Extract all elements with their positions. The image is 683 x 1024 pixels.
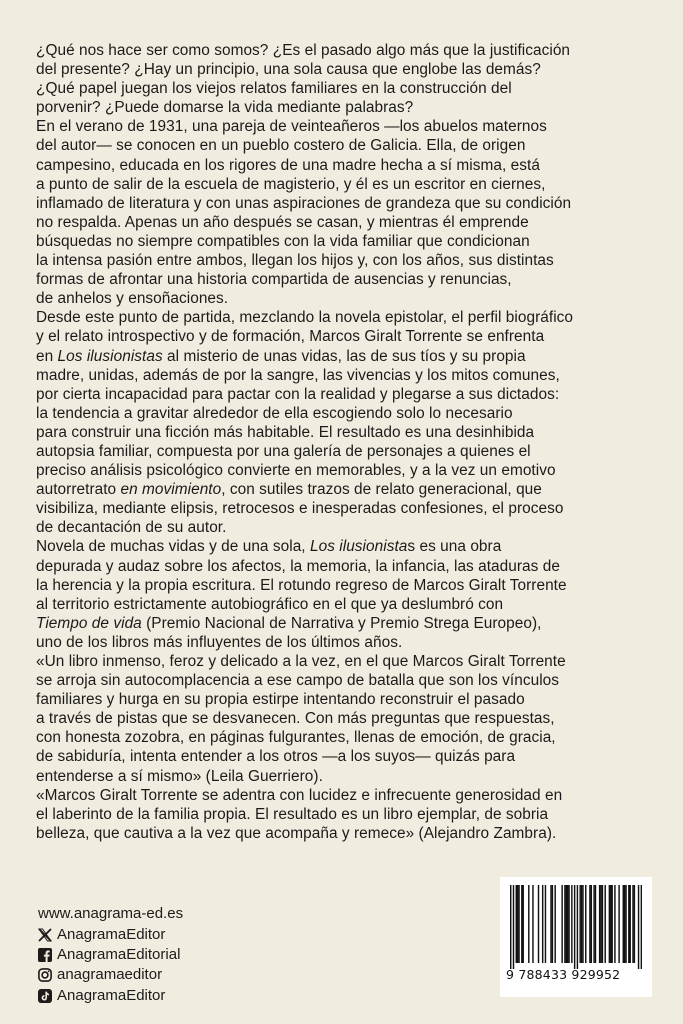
- blurb-line: [36, 614, 658, 633]
- blurb-line: [36, 251, 658, 270]
- text-run: y el relato introspectivo y de formación, Marcos Giralt Torrente se enfrenta: [36, 328, 545, 346]
- x-row[interactable]: [38, 924, 183, 944]
- barcode-bar: [585, 885, 586, 963]
- text-run: de sabiduría, intenta entender a los otros —a los suyos— quizás para: [36, 748, 516, 766]
- barcode-bar: [516, 885, 517, 963]
- text-run: a través de pistas que se desvanecen. Con más preguntas que respuestas,: [36, 710, 555, 728]
- blurb-line: [36, 499, 658, 518]
- barcode-bar: [632, 885, 633, 963]
- text-run: formas de afrontar una historia compartida de ausencias y renuncias,: [36, 271, 512, 289]
- blurb-line: [36, 213, 658, 232]
- blurb-line: [36, 289, 658, 308]
- text-run: preciso análisis psicológico convierte en memorables, y a la vez un emotivo: [36, 462, 556, 480]
- italic-title: Los ilusionistas: [57, 347, 163, 365]
- blurb-line: [36, 537, 658, 556]
- barcode-bar: [528, 885, 529, 963]
- text-run: de decantación de su autor.: [36, 519, 227, 537]
- blurb-line: [36, 576, 658, 595]
- website-row[interactable]: [38, 904, 183, 924]
- blurb-line: [36, 824, 658, 843]
- blurb-line: [36, 327, 658, 346]
- blurb-line: [36, 175, 658, 194]
- instagram-icon: [38, 968, 52, 982]
- tiktok-icon: [38, 989, 52, 1003]
- text-run: del presente? ¿Hay un principio, una sola causa que englobe las demás?: [36, 61, 541, 79]
- text-run: En el verano de 1931, una pareja de veinteañeros —los abuelos maternos: [36, 118, 547, 136]
- italic-title: Tiempo de vida: [36, 614, 142, 632]
- text-run: a punto de salir de la escuela de magisterio, y él es un escritor en ciernes,: [36, 175, 546, 193]
- barcode-bar: [566, 885, 567, 963]
- text-run: visibiliza, mediante elipsis, retrocesos e inesperadas confesiones, el proceso: [36, 500, 564, 518]
- barcode-bar: [532, 885, 533, 963]
- text-run: s es una obra: [407, 538, 502, 556]
- blurb-line: [36, 79, 658, 98]
- barcode-bar: [550, 885, 551, 963]
- text-run: la tendencia a gravitar alrededor de ella escogiendo solo lo necesario: [36, 404, 513, 422]
- barcode-bar: [518, 885, 519, 963]
- blurb-line: [36, 633, 658, 652]
- blurb-line: [36, 98, 658, 117]
- text-run: la intensa pasión entre ambos, llegan los hijos y, con los años, sus distintas: [36, 252, 554, 270]
- blurb-line: [36, 117, 658, 136]
- tiktok-handle[interactable]: AnagramaEditor: [57, 986, 166, 1004]
- text-run: campesino, educada en los rigores de una madre hecha a sí misma, está: [36, 156, 540, 174]
- text-run: belleza, que cautiva a la vez que acompaña y remece» (Alejandro Zambra).: [36, 824, 557, 842]
- x-icon: [38, 928, 52, 942]
- barcode-bar: [561, 885, 562, 963]
- blurb-line: [36, 767, 658, 786]
- barcode-bar: [513, 885, 514, 969]
- blurb-line: [36, 366, 658, 385]
- publisher-contacts: [38, 904, 183, 1006]
- barcode-bar: [574, 885, 575, 969]
- barcode-bar: [595, 885, 596, 963]
- barcode-bar: [523, 885, 524, 963]
- text-run: depurada y audaz sobre los afectos, la memoria, la infancia, las ataduras de: [36, 557, 560, 575]
- barcode-bar: [564, 885, 565, 963]
- text-run: en: [36, 347, 58, 365]
- barcode-bar: [593, 885, 594, 963]
- text-run: con honesta zozobra, en páginas fulgurantes, llenas de emoción, de gracia,: [36, 729, 556, 747]
- text-run: búsquedas no siempre compatibles con la vida familiar que condicionan: [36, 232, 530, 250]
- blurb-line: [36, 728, 658, 747]
- text-run: el laberinto de la familia propia. El resultado es un libro ejemplar, de sobria: [36, 805, 549, 823]
- text-run: no respalda. Apenas un año después se casan, y mientras él emprende: [36, 213, 529, 231]
- barcode-bar: [629, 885, 630, 963]
- barcode-bar: [599, 885, 600, 963]
- blurb-line: [36, 709, 658, 728]
- text-run: autorretrato: [36, 481, 121, 499]
- tiktok-row[interactable]: [38, 986, 183, 1006]
- barcode-bar: [567, 885, 568, 963]
- text-run: «Un libro inmenso, feroz y delicado a la vez, en el que Marcos Giralt Torrente: [36, 653, 566, 670]
- barcode-bar: [641, 885, 642, 969]
- text-run: madre, unidas, además de por la sangre, las vivencias y los mitos comunes,: [36, 366, 560, 384]
- barcode-bar: [568, 885, 569, 963]
- instagram-row[interactable]: [38, 965, 183, 985]
- barcode-bar: [614, 885, 615, 963]
- text-run: se arroja sin autocomplacencia a ese campo de batalla que son los vínculos: [36, 672, 560, 690]
- barcode-bar: [638, 885, 639, 969]
- barcode-bar: [517, 885, 518, 963]
- blurb-line: [36, 652, 658, 671]
- italic-title: Los ilusionista: [309, 538, 408, 556]
- blurb-line: [36, 308, 658, 327]
- text-run: de anhelos y ensoñaciones.: [36, 290, 229, 308]
- barcode-bar: [542, 885, 543, 963]
- text-run: (Premio Nacional de Narrativa y Premio Strega Europeo),: [141, 614, 542, 632]
- barcode-bar: [600, 885, 601, 963]
- facebook-handle[interactable]: AnagramaEditorial: [57, 945, 181, 963]
- barcode-bar: [609, 885, 610, 963]
- website-link[interactable]: www.anagrama-ed.es: [38, 905, 184, 923]
- facebook-icon: [38, 948, 52, 962]
- barcode-bar: [623, 885, 624, 963]
- barcode-bar: [521, 885, 522, 963]
- barcode-bar: [611, 885, 612, 963]
- barcode-bar: [552, 885, 553, 963]
- blurb-line: [36, 270, 658, 289]
- facebook-row[interactable]: [38, 945, 183, 965]
- blurb-line: [36, 480, 658, 499]
- barcode-bar: [591, 885, 592, 963]
- italic-title: en movimiento: [120, 481, 222, 499]
- isbn-number: 9 788433 929952: [506, 967, 621, 982]
- barcode-bar: [624, 885, 625, 963]
- blurb-line: [36, 557, 658, 576]
- text-run: , con sutiles trazos de relato generacional, que: [221, 481, 542, 499]
- barcode-bar: [618, 885, 619, 963]
- back-cover-blurb: [36, 41, 658, 843]
- barcode-bar: [545, 885, 546, 963]
- barcode-bar: [625, 885, 626, 963]
- blurb-line: [36, 404, 658, 423]
- blurb-line: [36, 194, 658, 213]
- blurb-line: [36, 385, 658, 404]
- blurb-line: [36, 786, 658, 805]
- barcode-bar: [577, 885, 578, 969]
- blurb-line: [36, 595, 658, 614]
- blurb-line: [36, 461, 658, 480]
- text-run: por cierta incapacidad para pactar con la realidad y plegarse a sus dictados:: [36, 385, 560, 403]
- blurb-line: [36, 41, 658, 60]
- barcode-bar: [510, 885, 511, 969]
- blurb-line: [36, 671, 658, 690]
- text-run: «Marcos Giralt Torrente se adentra con lucidez e infrecuente generosidad en: [36, 786, 563, 804]
- text-run: ¿Qué nos hace ser como somos? ¿Es el pasado algo más que la justificación: [36, 42, 571, 59]
- barcode-bar: [602, 885, 603, 963]
- barcode-bar: [579, 885, 580, 963]
- blurb-line: [36, 805, 658, 824]
- blurb-line: [36, 347, 658, 366]
- text-run: al territorio estrictamente autobiográfico en el que ya deslumbró con: [36, 595, 504, 613]
- blurb-line: [36, 747, 658, 766]
- barcode-bar: [581, 885, 582, 963]
- barcode-bar: [554, 885, 555, 963]
- text-run: autopsia familiar, compuesta por una galería de personajes a quienes el: [36, 442, 531, 460]
- barcode-bar: [571, 885, 572, 963]
- text-run: Novela de muchas vidas y de una sola,: [36, 538, 310, 556]
- barcode-bar: [628, 885, 629, 963]
- text-run: del autor— se conocen en un pueblo costero de Galicia. Ella, de origen: [36, 137, 526, 155]
- barcode-bar: [538, 885, 539, 963]
- text-run: para construir una ficción más habitable. El resultado es una desinhibida: [36, 423, 535, 441]
- text-run: Desde este punto de partida, mezclando la novela epistolar, el perfil biográfico: [36, 309, 574, 327]
- blurb-line: [36, 60, 658, 79]
- blurb-line: [36, 232, 658, 251]
- blurb-line: [36, 518, 658, 537]
- text-run: al misterio de unas vidas, las de sus tíos y su propia: [162, 347, 526, 365]
- blurb-line: [36, 423, 658, 442]
- barcode-bars: [510, 885, 642, 969]
- barcode-bar: [589, 885, 590, 963]
- barcode-bar: [582, 885, 583, 963]
- blurb-line: [36, 690, 658, 709]
- barcode-bar: [634, 885, 635, 963]
- text-run: uno de los libros más influyentes de los últimos años.: [36, 633, 403, 651]
- text-run: porvenir? ¿Puede domarse la vida mediante palabras?: [36, 99, 414, 117]
- blurb-line: [36, 442, 658, 461]
- text-run: ¿Qué papel juegan los viejos relatos familiares en la construcción del: [36, 80, 512, 98]
- text-run: inflamado de literatura y con unas aspiraciones de grandeza que su condición: [36, 194, 572, 212]
- barcode-bar: [604, 885, 605, 963]
- text-run: entenderse a sí mismo» (Leila Guerriero).: [36, 767, 323, 785]
- isbn-barcode: [500, 877, 652, 997]
- x-handle[interactable]: AnagramaEditor: [57, 925, 166, 943]
- text-run: la herencia y la propia escritura. El rotundo regreso de Marcos Giralt Torrente: [36, 576, 567, 594]
- barcode-bar: [610, 885, 611, 963]
- blurb-line: [36, 156, 658, 175]
- blurb-line: [36, 136, 658, 155]
- instagram-handle[interactable]: anagramaeditor: [57, 966, 163, 984]
- text-run: familiares y hurga en su propia estirpe intentando reconstruir el pasado: [36, 691, 525, 709]
